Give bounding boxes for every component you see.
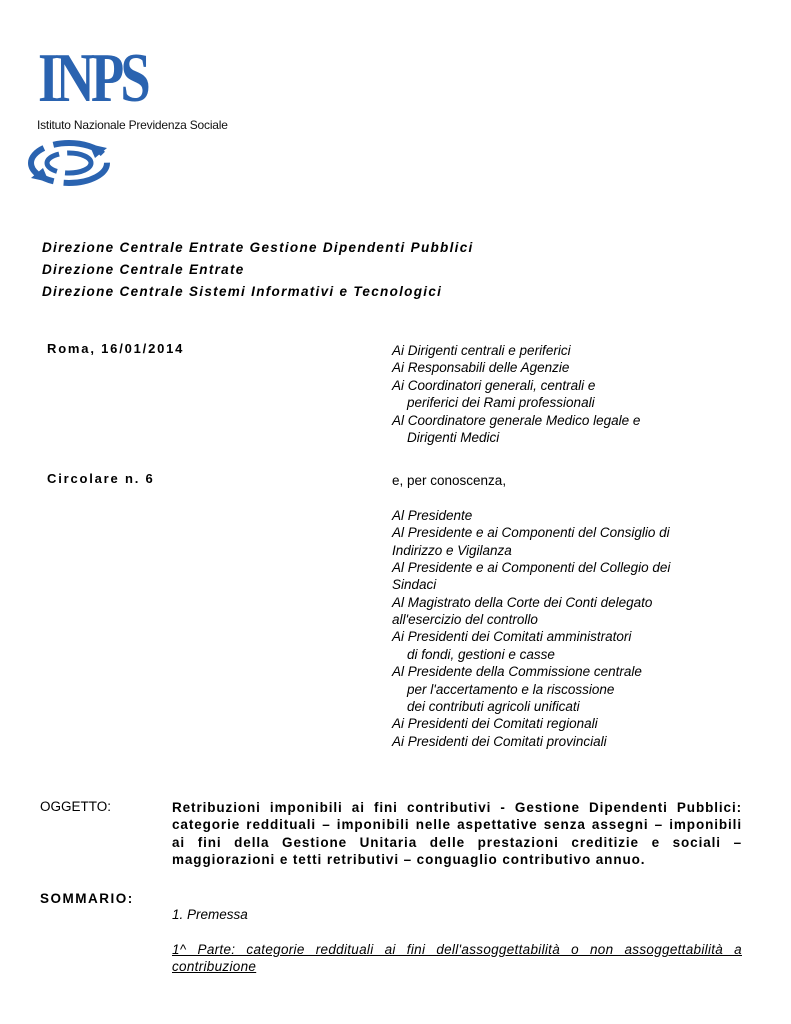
summary-item: 1. Premessa	[172, 907, 248, 922]
recipient-line: dei contributi agricoli unificati	[407, 699, 580, 715]
directorate-line: Direzione Centrale Entrate Gestione Dipendenti Pubblici	[42, 240, 474, 255]
recipient-line: Al Presidente e ai Componenti del Consiglio di	[392, 525, 670, 541]
recipient-line: Al Coordinatore generale Medico legale e	[392, 412, 641, 428]
recipient-line: Ai Responsabili delle Agenzie	[392, 360, 570, 376]
recipients-list	[392, 342, 670, 750]
recipient-line: Ai Presidenti dei Comitati amministratori	[392, 629, 632, 645]
summary-part-link[interactable]: 1^ Parte: categorie reddituali ai fini dell'assoggettabilità o non assoggettabilità a contribuzione	[172, 942, 742, 975]
subject-text: Retribuzioni imponibili ai fini contributivi - Gestione Dipendenti Pubblici: categorie reddituali – imponibili nelle aspettative senza assegni – imponibili ai fini della Gestione Unitaria delle prestazioni creditizie e sociali – maggiorazioni e tetti retributivi – conguaglio contributivo annuo.	[172, 800, 742, 868]
recipient-line: periferici dei Rami professionali	[407, 395, 595, 411]
recipient-line: Al Presidente e ai Componenti del Collegio dei	[392, 559, 671, 575]
logo-subtitle: Istituto Nazionale Previdenza Sociale	[37, 118, 228, 132]
recipient-line: Ai Dirigenti centrali e periferici	[392, 343, 571, 358]
recipient-line: Ai Presidenti dei Comitati regionali	[392, 716, 598, 732]
recipient-line: Indirizzo e Vigilanza	[392, 542, 512, 558]
recipient-line: Al Presidente	[392, 507, 473, 523]
recipient-line: Ai Presidenti dei Comitati provinciali	[392, 733, 607, 749]
recipient-line: per l'accertamento e la riscossione	[407, 681, 615, 697]
recipient-line: Al Magistrato della Corte dei Conti delegato	[392, 594, 653, 610]
recipient-line: Sindaci	[392, 577, 437, 593]
recipient-line: di fondi, gestioni e casse	[407, 646, 555, 662]
date-line: Roma, 16/01/2014	[47, 341, 185, 356]
recipient-line: all'esercizio del controllo	[392, 612, 538, 628]
directorate-line: Direzione Centrale Sistemi Informativi e Tecnologici	[42, 284, 443, 299]
recipient-line: Dirigenti Medici	[407, 429, 500, 445]
inps-logo-wordmark: INPS	[38, 40, 147, 117]
subject-label: OGGETTO:	[40, 799, 112, 814]
directorate-line: Direzione Centrale Entrate	[42, 262, 245, 277]
recipient-line: Al Presidente della Commissione centrale	[392, 664, 642, 680]
cc-label: e, per conoscenza,	[392, 473, 507, 489]
circular-number: Circolare n. 6	[47, 471, 155, 486]
inps-arrows-icon	[27, 138, 111, 193]
recipient-line: Ai Coordinatori generali, centrali e	[392, 377, 596, 393]
summary-label: SOMMARIO:	[40, 891, 134, 906]
